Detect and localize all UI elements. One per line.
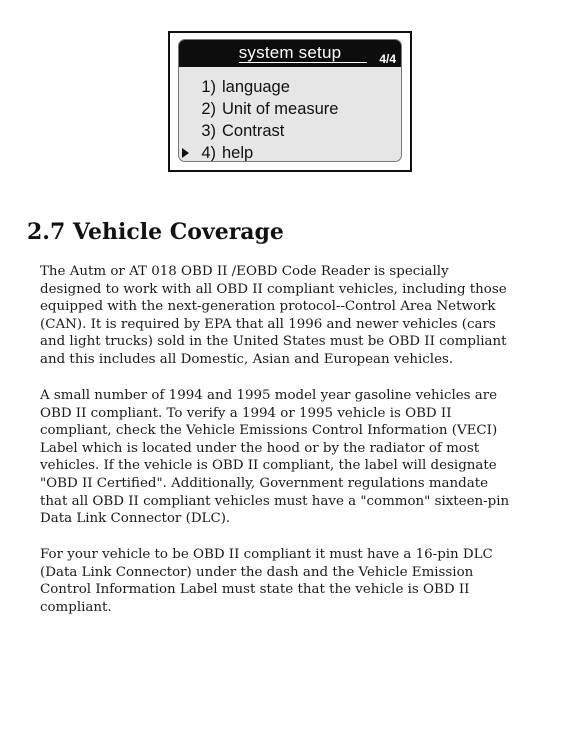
menu-item-label: help xyxy=(222,144,254,162)
screen-header xyxy=(179,40,401,67)
text-line: For your vehicle to be OBD II compliant it must have a 16-pin DLC xyxy=(40,547,493,562)
text-line: (CAN). It is required by EPA that all 1996 and newer vehicles (cars xyxy=(40,316,496,332)
text-line: Control Information Label must state that the vehicle is OBD II xyxy=(40,582,470,598)
menu-item-label: Contrast xyxy=(222,122,285,140)
text-line: Label which is located under the hood or by the radiator of most xyxy=(40,440,480,456)
page-indicator: 4/4 xyxy=(379,52,396,66)
text-line: A small number of 1994 and 1995 model year gasoline vehicles are xyxy=(40,388,498,403)
menu-item-number: 3) xyxy=(201,122,216,140)
menu-item-contrast[interactable] xyxy=(179,120,401,142)
text-line: The Autm or AT 018 OBD II /EOBD Code Reader is specially xyxy=(40,264,449,279)
text-line: designed to work with all OBD II compliant vehicles, including those xyxy=(40,281,507,297)
menu-item-label: Unit of measure xyxy=(222,100,339,118)
paragraph-1994-1995-compliance xyxy=(40,387,560,528)
lcd-screen xyxy=(178,39,402,162)
text-line: compliant, check the Vehicle Emissions Control Information (VECI) xyxy=(40,423,498,439)
menu-item-number: 4) xyxy=(201,144,216,162)
text-line: and light trucks) sold in the United States must be OBD II compliant xyxy=(40,334,507,350)
device-screen-figure xyxy=(168,31,412,172)
screen-title: system setup xyxy=(238,43,342,62)
text-line: and this includes all Domestic, Asian and European vehicles. xyxy=(40,351,454,367)
text-line: vehicles. If the vehicle is OBD II compliant, the label will designate xyxy=(40,458,497,474)
menu-item-number: 1) xyxy=(201,78,216,96)
menu-item-help[interactable] xyxy=(179,142,401,162)
selection-arrow-icon xyxy=(182,148,189,158)
text-line: "OBD II Certified". Additionally, Government regulations mandate xyxy=(40,475,489,491)
text-line: equipped with the next-generation protocol--Control Area Network xyxy=(40,299,496,315)
section-heading: 2.7 Vehicle Coverage xyxy=(27,219,284,245)
setup-menu xyxy=(179,76,401,162)
text-line: compliant. xyxy=(40,599,112,615)
paragraph-vehicle-coverage-intro xyxy=(40,263,560,369)
paragraph-dlc-requirement xyxy=(40,546,560,616)
menu-item-unit-of-measure[interactable] xyxy=(179,98,401,120)
text-line: OBD II compliant. To verify a 1994 or 1995 vehicle is OBD II xyxy=(40,405,452,421)
text-line: that all OBD II compliant vehicles must have a "common" sixteen-pin xyxy=(40,493,510,509)
menu-item-label: language xyxy=(222,78,290,96)
screen-title-underline xyxy=(239,62,367,63)
menu-item-language[interactable] xyxy=(179,76,401,98)
menu-item-number: 2) xyxy=(201,100,216,118)
text-line: (Data Link Connector) under the dash and the Vehicle Emission xyxy=(40,564,474,580)
text-line: Data Link Connector (DLC). xyxy=(40,511,231,527)
